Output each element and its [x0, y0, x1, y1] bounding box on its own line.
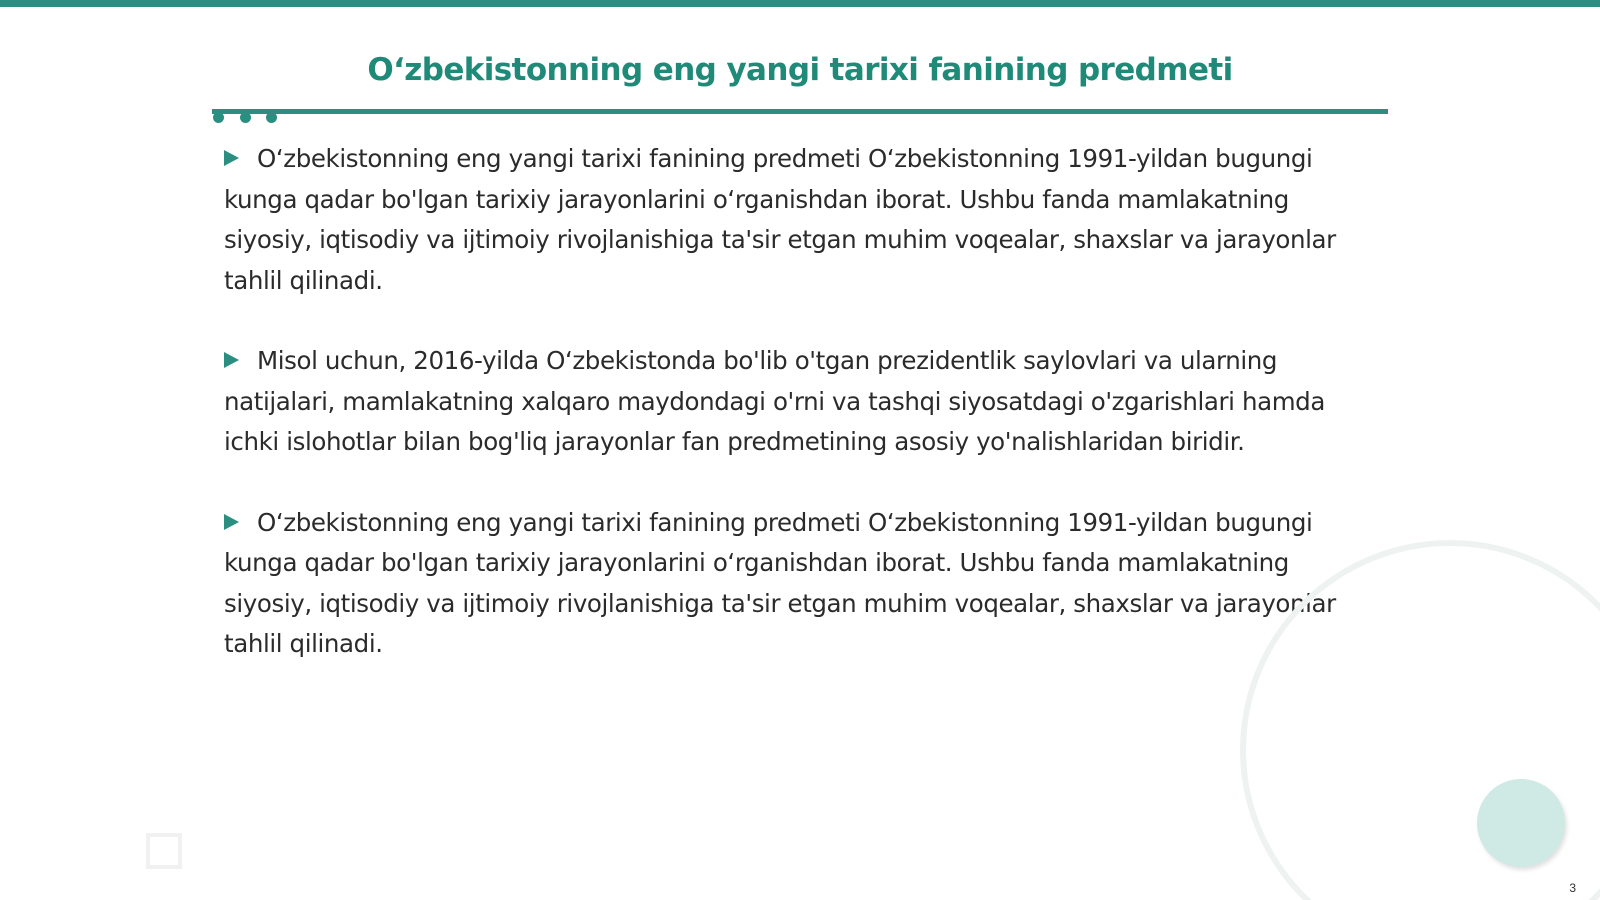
decor-dot [266, 112, 277, 123]
bullet-item [224, 341, 1374, 463]
bullet-text: Misol uchun, 2016-yilda O‘zbekistonda bo'lib o'tgan prezidentlik saylovlari va ularning natijalari, mamlakatning xalqaro maydondagi o'rni va tashqi siyosatdagi o'zgarishlari hamda ichki islohotlar bilan bog'liq jarayonlar fan predmetining asosiy yo'nalishlaridan biridir. [224, 346, 1325, 456]
slide-title: O‘zbekistonning eng yangi tarixi fanining predmeti [367, 52, 1233, 88]
bullet-item [224, 503, 1374, 665]
page-number: 3 [1569, 881, 1576, 895]
triangle-right-icon [224, 514, 239, 530]
triangle-right-icon [224, 150, 239, 166]
decor-square [146, 833, 182, 869]
bullet-text: O‘zbekistonning eng yangi tarixi fanining predmeti O‘zbekistonning 1991-yildan bugungi kunga qadar bo'lgan tarixiy jarayonlarini o‘rganishdan iborat. Ushbu fanda mamlakatning siyosiy, iqtisodiy va ijtimoiy rivojlanishiga ta'sir etgan muhim voqealar, shaxslar va jarayonlar tahlil qilinadi. [224, 144, 1336, 295]
decor-circle [1477, 779, 1565, 867]
decor-dot [213, 112, 224, 123]
bullet-item [224, 139, 1374, 301]
title-underline [212, 109, 1388, 114]
bullet-list [224, 139, 1374, 705]
top-accent-bar [0, 0, 1600, 7]
decor-dot [240, 112, 251, 123]
triangle-right-icon [224, 352, 239, 368]
bullet-text: O‘zbekistonning eng yangi tarixi fanining predmeti O‘zbekistonning 1991-yildan bugungi kunga qadar bo'lgan tarixiy jarayonlarini o‘rganishdan iborat. Ushbu fanda mamlakatning siyosiy, iqtisodiy va ijtimoiy rivojlanishiga ta'sir etgan muhim voqealar, shaxslar va jarayonlar tahlil qilinadi. [224, 507, 1336, 658]
